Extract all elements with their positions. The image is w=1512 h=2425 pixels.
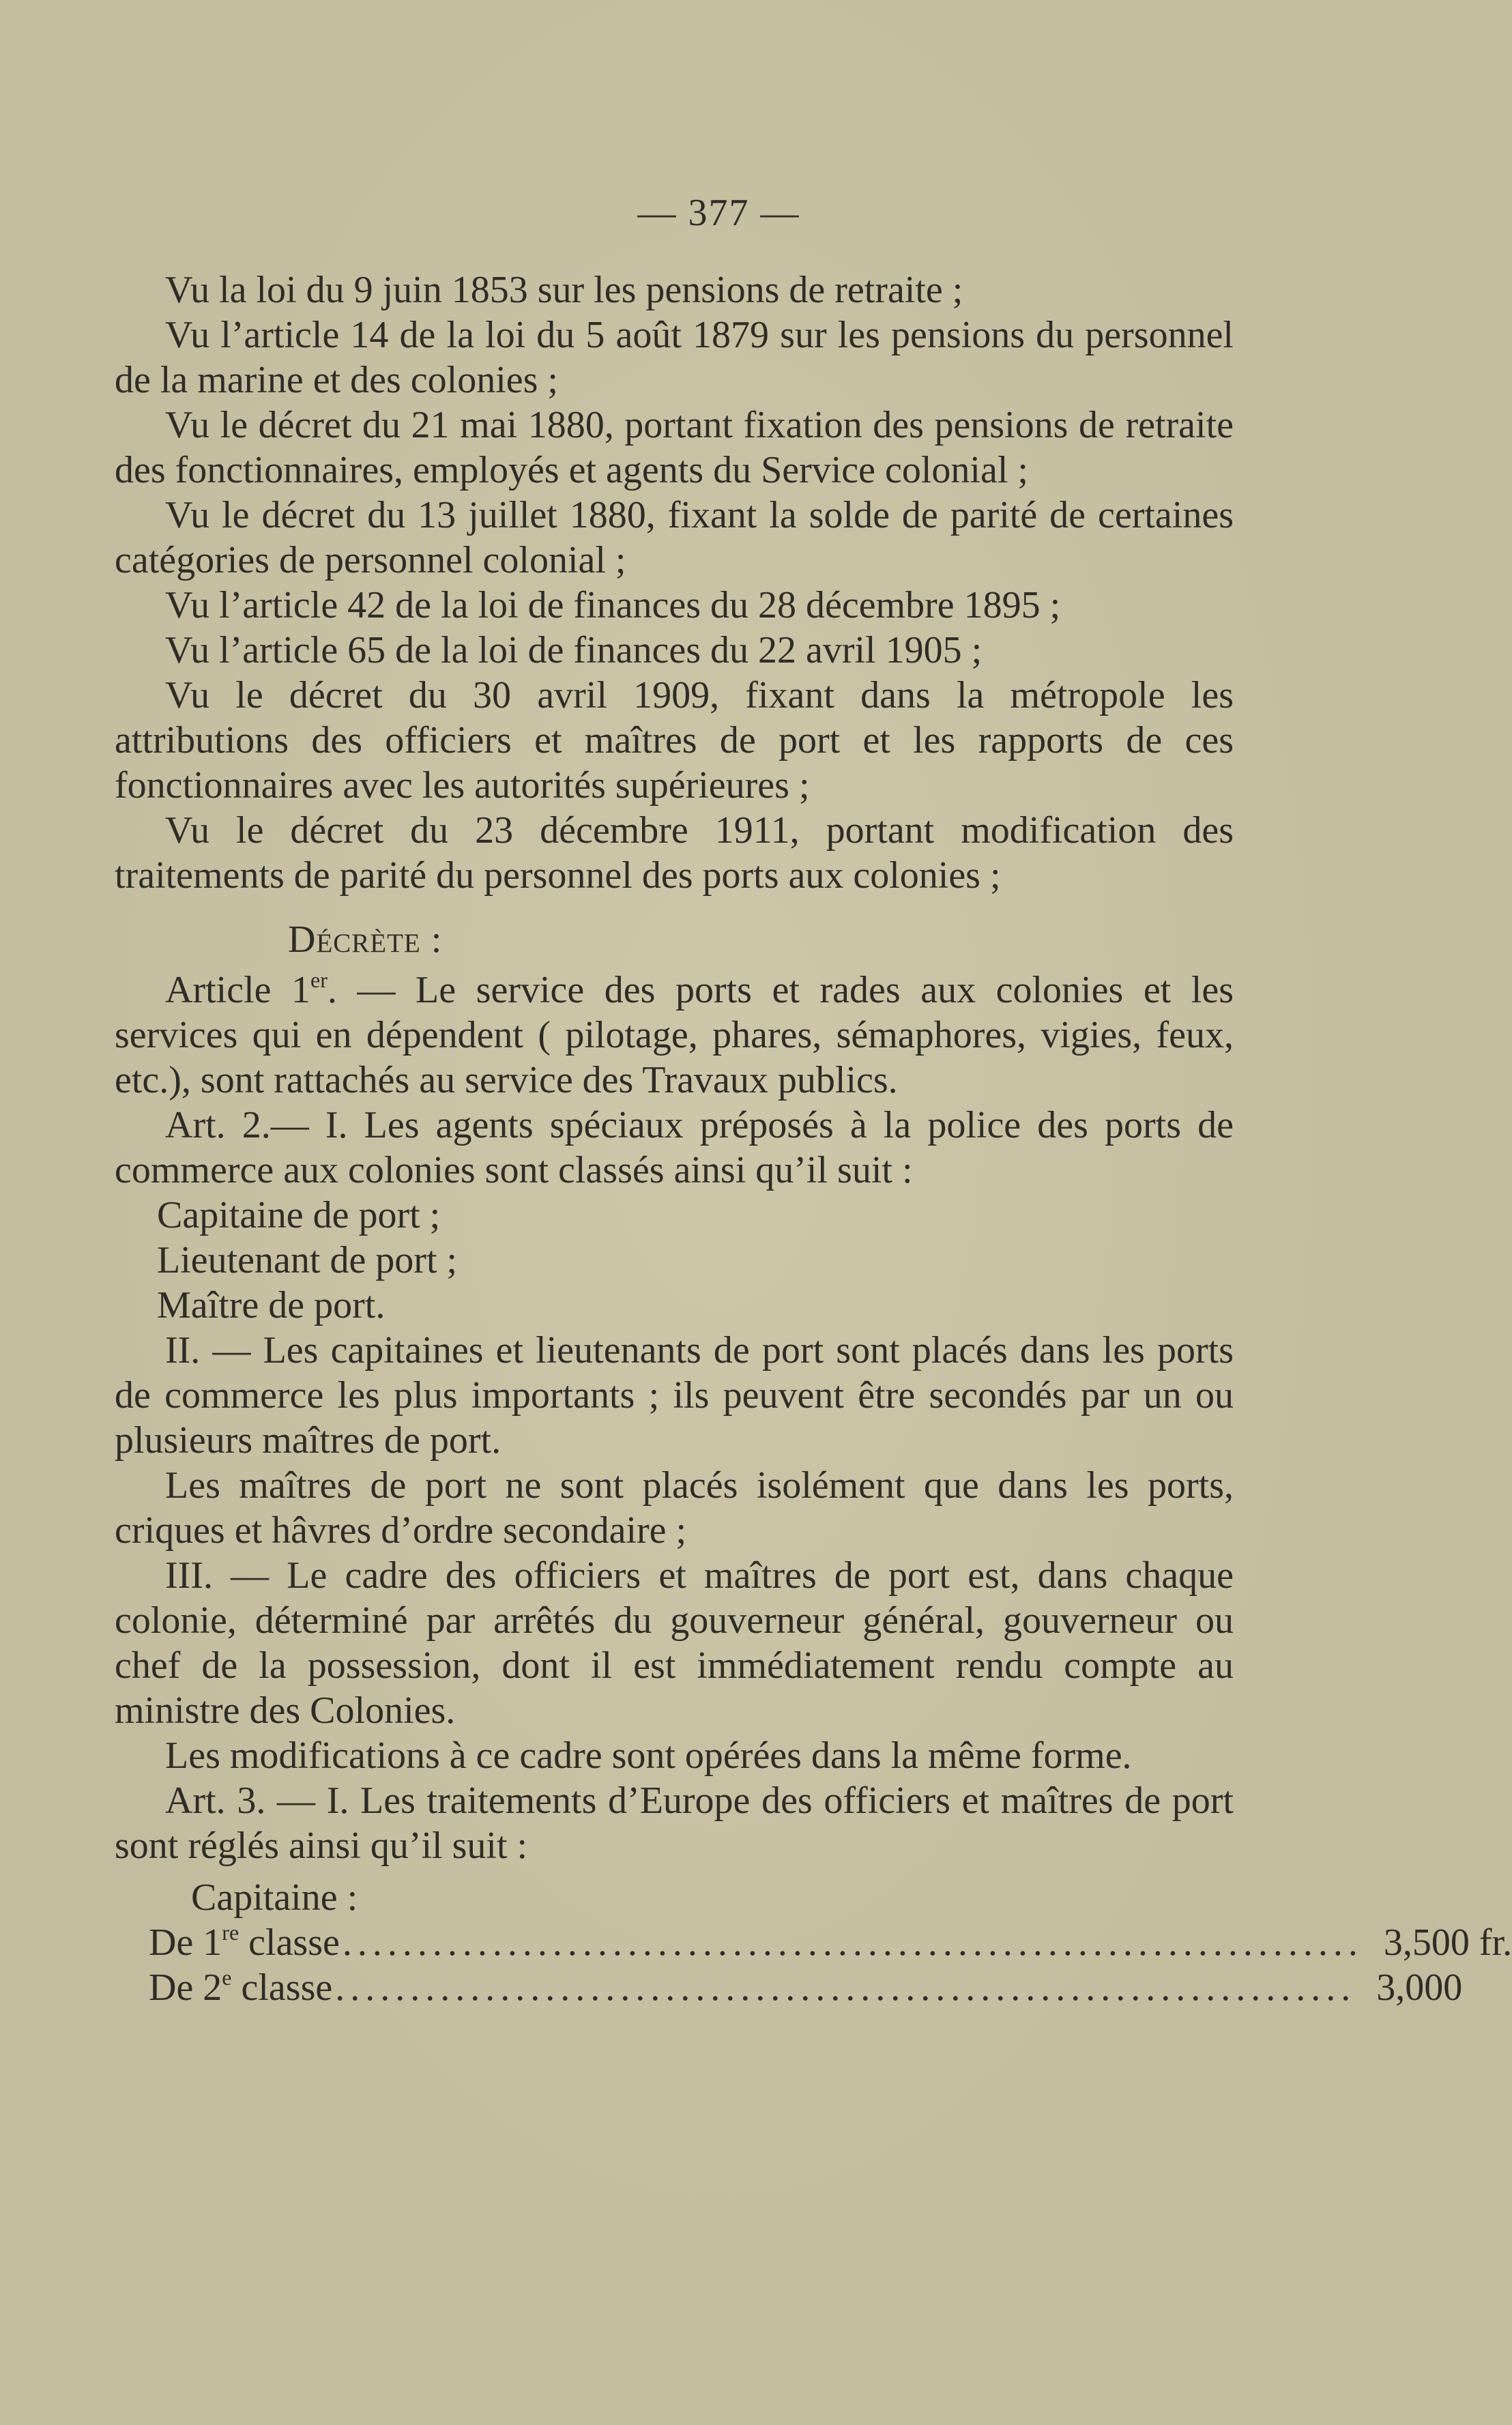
salary-class-2-suffix: classe [231, 1966, 333, 2009]
considerant-6: Vu l’article 65 de la loi de finances du 22 avril 1905 ; [165, 629, 983, 671]
article-1 [115, 968, 1234, 1103]
grade-capitaine: Capitaine de port ; [157, 1194, 441, 1236]
salary-class-1-prefix: De 1 [149, 1921, 222, 1964]
salary-class-2-sup: e [222, 1965, 232, 1990]
article-2-section-3: III. — Le cadre des officiers et maîtres de port est, dans chaque colonie, déterminé par arrêtés du gouverneur général, gouverneur ou chef de la possession, dont il est immédiatement rendu compte au ministre des Colonies. [115, 1554, 1234, 1732]
capitaine-label: Capitaine : [191, 1876, 358, 1919]
article-1-lead: Article 1 [165, 969, 311, 1011]
decrete-heading: Décrète : [288, 918, 443, 961]
considerant-5: Vu l’article 42 de la loi de finances du 28 décembre 1895 ; [165, 584, 1061, 626]
salary-class-1-sup: re [222, 1920, 239, 1945]
salary-class-1-suffix: classe [239, 1921, 340, 1964]
considerant-7: Vu le décret du 30 avril 1909, fixant dans la métropole les attributions des officiers et maîtres de port et les rapports de ces fonctionnaires avec les autorités supérieures ; [115, 674, 1234, 807]
leader-dots: .................................................................... [335, 1966, 1356, 2009]
article-1-sup: er [310, 968, 328, 992]
salary-row-1 [115, 1920, 1512, 1965]
article-2-intro: Art. 2.— I. Les agents spéciaux préposés à la police des ports de commerce aux colonies sont classés ainsi qu’il suit : [115, 1104, 1234, 1191]
grade-lieutenant: Lieutenant de port ; [157, 1239, 458, 1281]
considerant-4: Vu le décret du 13 juillet 1880, fixant la solde de parité de certaines catégories de personnel colonial ; [115, 494, 1234, 581]
salary-class-2-prefix: De 2 [149, 1966, 222, 2009]
grade-maitre: Maître de port. [157, 1284, 386, 1326]
considerant-3: Vu le décret du 21 mai 1880, portant fixation des pensions de retraite des fonctionnaires, employés et agents du Service colonial ; [115, 404, 1234, 491]
article-2-modifications: Les modifications à ce cadre sont opérées dans la même forme. [165, 1734, 1132, 1777]
salary-class-1 [149, 1920, 340, 1965]
salary-class-2 [149, 1965, 332, 2010]
salary-row-2 [115, 1965, 1463, 2010]
considerant-1: Vu la loi du 9 juin 1853 sur les pensions de retraite ; [165, 269, 963, 311]
body-text [115, 267, 1512, 2010]
salary-amount-1: 3,500 fr. [1383, 1921, 1512, 1964]
considerant-2: Vu l’article 14 de la loi du 5 août 1879 sur les pensions du personnel de la marine et des colonies ; [115, 314, 1234, 401]
salary-amount-2: 3,000 [1376, 1966, 1463, 2009]
leader-dots: .................................................................... [342, 1921, 1363, 1964]
article-1-body: . — Le service des ports et rades aux colonies et les services qui en dépendent ( pilotage, phares, sémaphores, vigies, feux, etc.), sont rattachés au service des Travaux publics. [115, 969, 1234, 1101]
article-2-maitres: Les maîtres de port ne sont placés isolément que dans les ports, criques et hâvres d’ordre secondaire ; [115, 1464, 1234, 1552]
considerant-8: Vu le décret du 23 décembre 1911, portant modification des traitements de parité du personnel des ports aux colonies ; [115, 809, 1234, 897]
article-2-section-2: II. — Les capitaines et lieutenants de port sont placés dans les ports de commerce les plus importants ; ils peuvent être secondés par un ou plusieurs maîtres de port. [115, 1329, 1234, 1462]
article-3-intro: Art. 3. — I. Les traitements d’Europe des officiers et maîtres de port sont réglés ainsi qu’il suit : [115, 1780, 1234, 1867]
page-number: — 377 — [637, 192, 800, 234]
